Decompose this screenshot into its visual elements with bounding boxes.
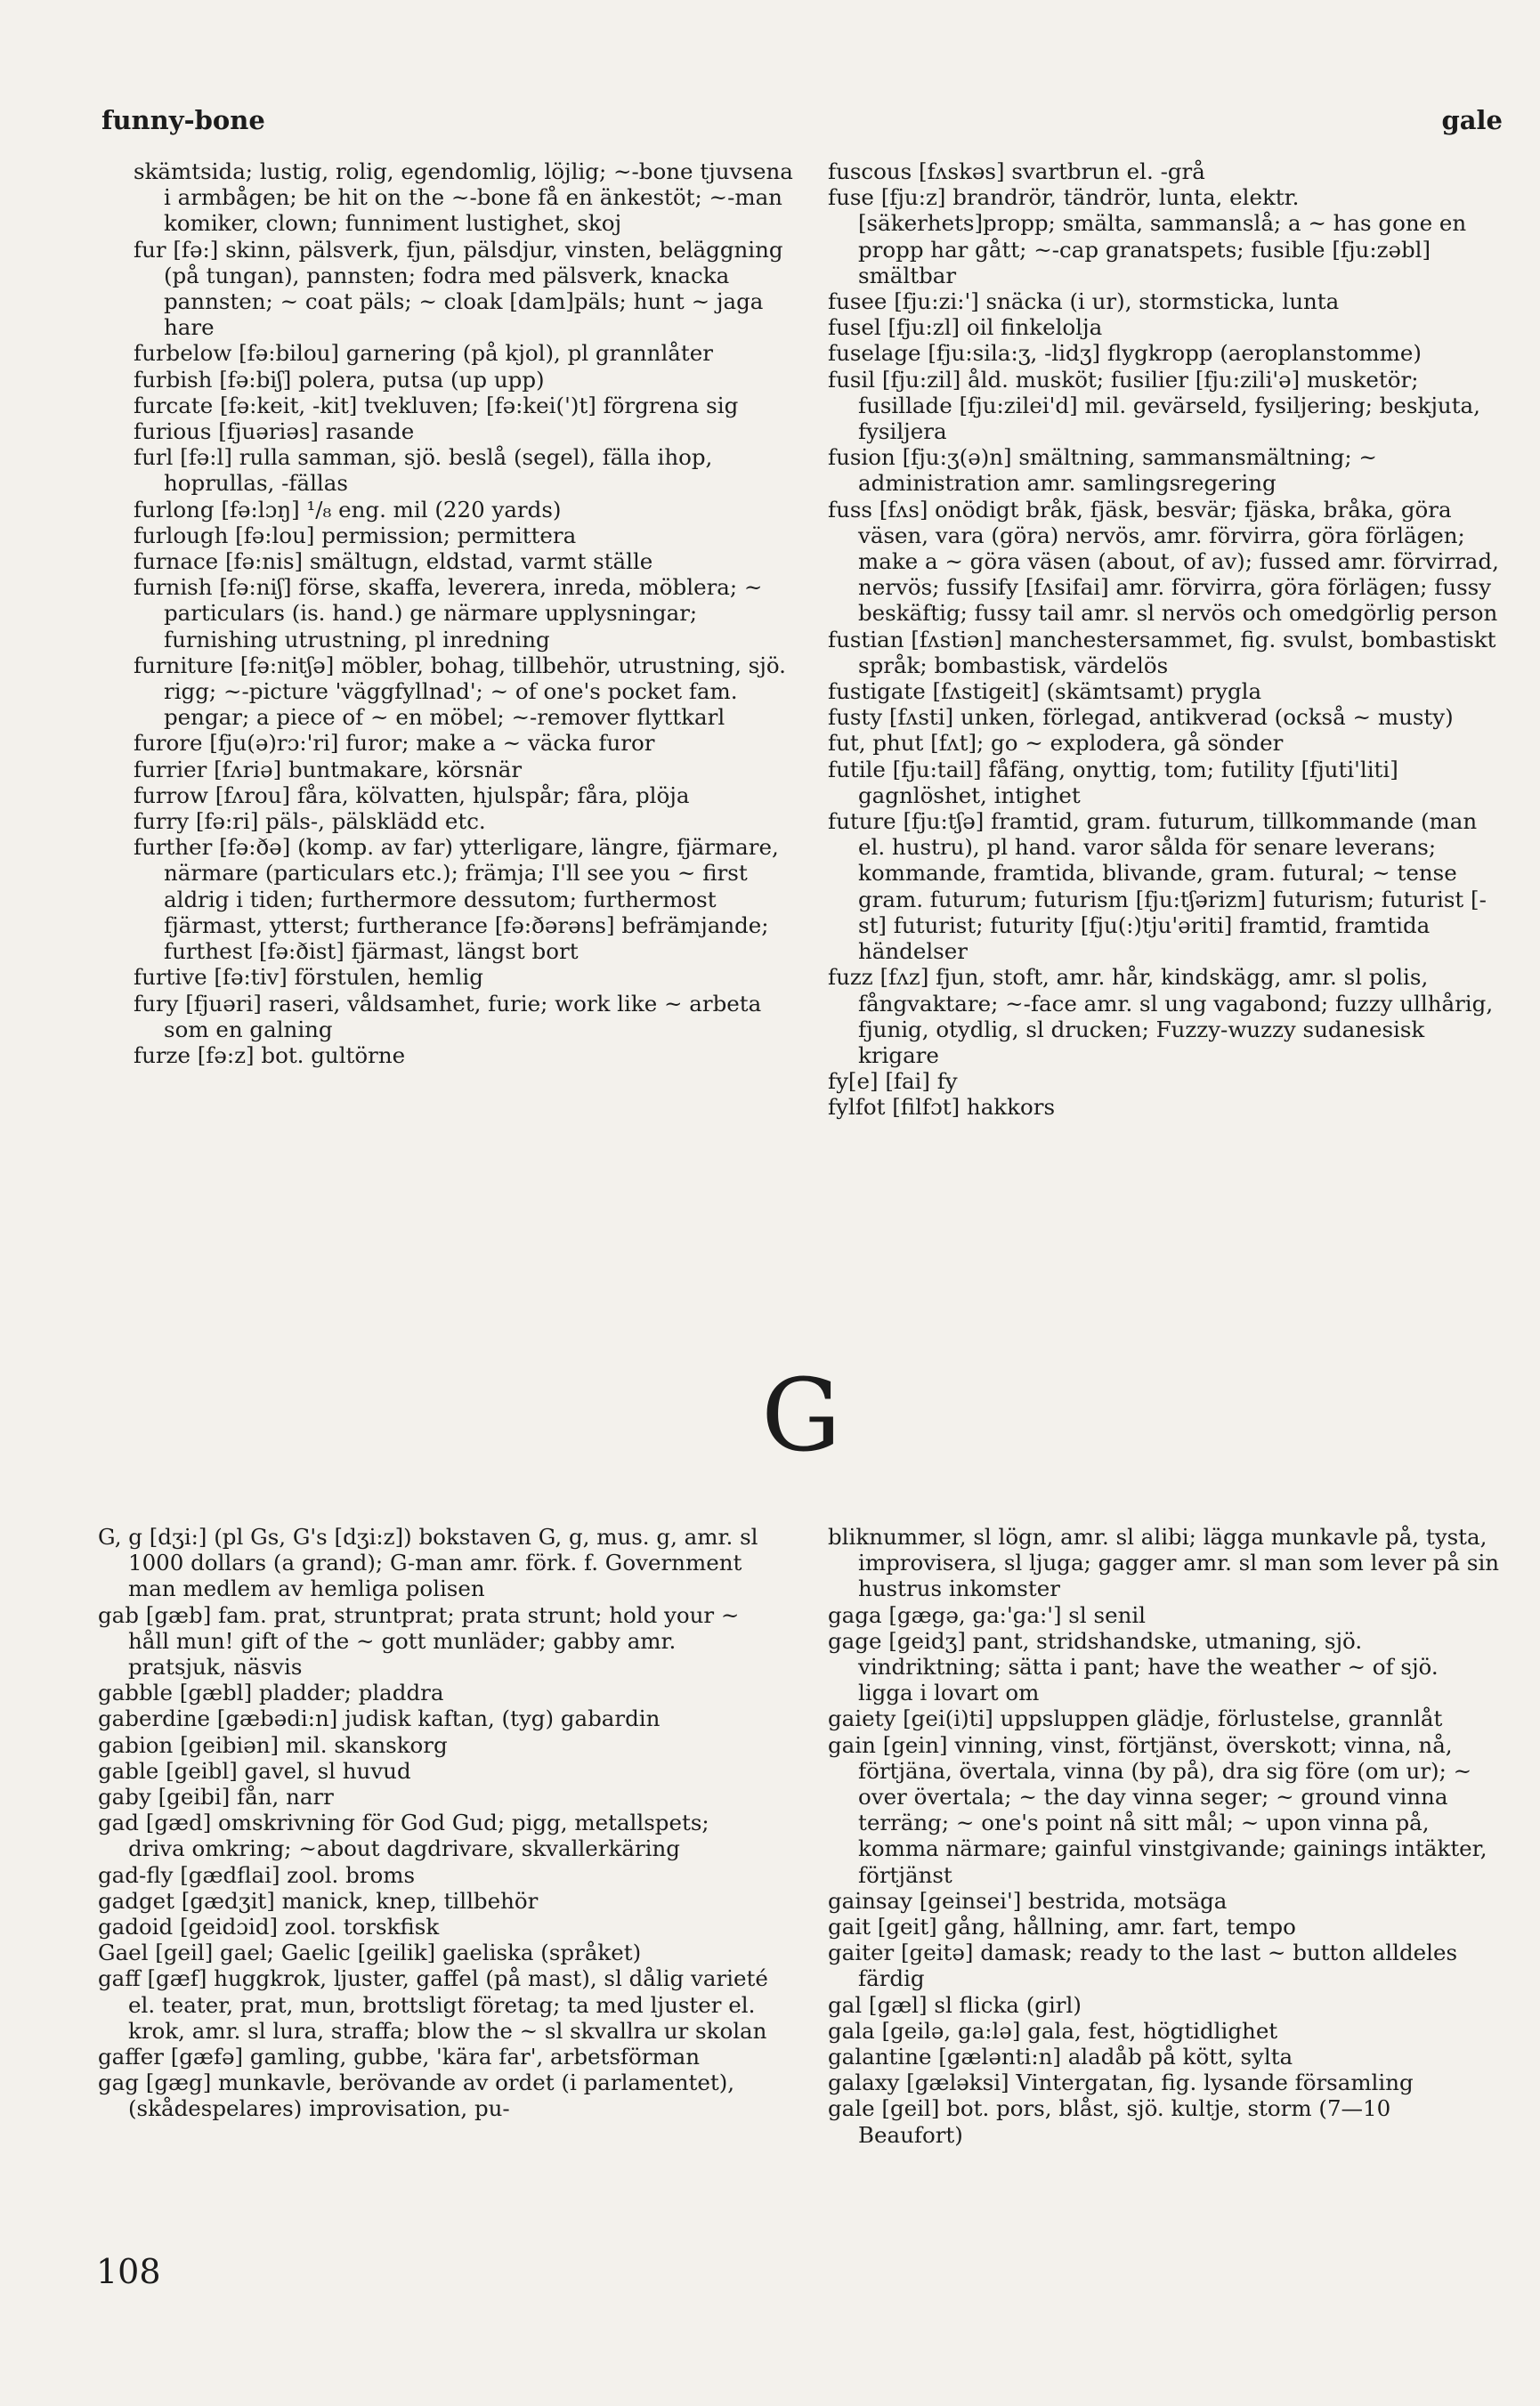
- dictionary-entry: skämtsida; lustig, rolig, egendomlig, löjlig; ~-bone tjuvsena i armbågen; be hit on the ~-bone få en änkestöt; ~-man komiker, clown; funniment lustighet, skoj: [134, 158, 793, 237]
- dictionary-entry: future [fju:tʃə] framtid, gram. futurum, tillkommande (man el. hustru), pl hand. varor sålda för senare leverans; kommande, framtida, blivande, gram. futural; ~ tense gram. futurum; futurism [fju:tʃərizm] futurism; futurist [-st] futurist; futurity [fju(:)tju'əriti] framtid, framtida händelser: [828, 808, 1487, 965]
- dictionary-entry: gala [geilə, ga:lə] gala, fest, högtidlighet: [828, 2017, 1278, 2044]
- dictionary-entry: furrier [fʌriə] buntmakare, körsnär: [134, 756, 523, 782]
- dictionary-entry: fusel [fju:zl] oil finkelolja: [828, 314, 1103, 341]
- dictionary-entry: gab [gæb] fam. prat, struntprat; prata strunt; hold your ~ håll mun! gift of the ~ gott munläder; gabby amr. pratsjuk, näsvis: [98, 1601, 740, 1681]
- dictionary-entry: futile [fju:tail] fåfäng, onyttig, tom; futility [fjuti'liti] gagnlöshet, intighet: [828, 756, 1398, 808]
- section-letter: G: [761, 1358, 841, 1474]
- dictionary-entry: fuscous [fʌskəs] svartbrun el. -grå: [828, 158, 1205, 184]
- dictionary-entry: gaiety [gei(i)ti] uppsluppen glädje, förlustelse, grannlåt: [828, 1705, 1443, 1732]
- dictionary-entry: furniture [fə:nitʃə] möbler, bohag, tillbehör, utrustning, sjö. rigg; ~-picture 'väggfyllnad'; ~ of one's pocket fam. pengar; a piece of ~ en möbel; ~-remover flyttkarl: [134, 652, 786, 731]
- dictionary-entry: fusion [fju:ʒ(ə)n] smältning, sammansmältning; ~ administration amr. samlingsregering: [828, 444, 1377, 497]
- dictionary-entry: gaiter [geitə] damask; ready to the last ~ button alldeles färdig: [828, 1940, 1458, 1992]
- dictionary-entry: fylfot [filfɔt] hakkors: [828, 1094, 1056, 1121]
- dictionary-entry: gable [geibl] gavel, sl huvud: [98, 1757, 411, 1784]
- dictionary-entry: fusil [fju:zil] åld. musköt; fusilier [fju:zili'ə] musketör; fusillade [fju:zilei'd] mil. gevärseld, fysiljering; beskjuta, fysiljera: [828, 366, 1480, 445]
- dictionary-entry: fury [fjuəri] raseri, våldsamhet, furie; work like ~ arbeta som en galning: [134, 990, 762, 1042]
- dictionary-entry: furore [fju(ə)rɔ:'ri] furor; make a ~ väcka furor: [134, 730, 655, 757]
- dictionary-entry: Gael [geil] gael; Gaelic [geilik] gaeliska (språket): [98, 1940, 642, 1966]
- dictionary-entry: further [fə:ðə] (komp. av far) ytterligare, längre, fjärmare, närmare (particulars etc.); främja; I'll see you ~ first aldrig i tiden; furthermore dessutom; furthermost fjärmast, ytterst; furtherance [fə:ðərəns] befrämjande; furthest [fə:ðist] fjärmast, längst bort: [134, 834, 779, 965]
- dictionary-entry: furlong [fə:lɔŋ] ¹/₈ eng. mil (220 yards): [134, 496, 562, 523]
- dictionary-entry: gadget [gædʒit] manick, knep, tillbehör: [98, 1887, 539, 1914]
- dictionary-entry: fuse [fju:z] brandrör, tändrör, lunta, elektr. [säkerhets]propp; smälta, sammanslå; a ~ has gone en propp har gått; ~-cap granatspets; fusible [fju:zəbl] smältbar: [828, 184, 1467, 288]
- dictionary-entry: fut, phut [fʌt]; go ~ explodera, gå sönder: [828, 730, 1284, 757]
- dictionary-entry: furze [fə:z] bot. gultörne: [134, 1041, 406, 1068]
- dictionary-entry: gad [gæd] omskrivning för God Gud; pigg, metallspets; driva omkring; ~about dagdrivare, skvallerkäring: [98, 1810, 709, 1862]
- dictionary-entry: bliknummer, sl lögn, amr. sl alibi; lägga munkavle på, tysta, improvisera, sl ljuga; gagger amr. sl man som lever på sin hustrus inkomster: [828, 1524, 1500, 1602]
- dictionary-entry: furbish [fə:biʃ] polera, putsa (up upp): [134, 366, 545, 393]
- dictionary-entry: gale [geil] bot. pors, blåst, sjö. kultje, storm (7—10 Beaufort): [828, 2095, 1391, 2148]
- dictionary-entry: fusty [fʌsti] unken, förlegad, antikverad (också ~ musty): [828, 704, 1454, 731]
- dictionary-entry: fuss [fʌs] onödigt bråk, fjäsk, besvär; fjäska, bråka, göra väsen, vara (göra) nervös, amr. förvirra, göra förlägen; make a ~ göra väsen (about, of av); fussed amr. förvirrad, nervös; fussify [fʌsifai] amr. förvirra, göra förlägen; fussy beskäftig; fussy tail amr. sl nervös och omedgörlig person: [828, 496, 1499, 627]
- column-top-left: [134, 158, 806, 1068]
- dictionary-entry: furrow [fʌrou] fåra, kölvatten, hjulspår; fåra, plöja: [134, 782, 690, 808]
- column-bottom-right: [828, 1524, 1500, 2148]
- dictionary-entry: fustigate [fʌstigeit] (skämtsamt) prygla: [828, 678, 1262, 705]
- dictionary-entry: gainsay [geinsei'] bestrida, motsäga: [828, 1887, 1228, 1914]
- page-number: 108: [96, 2252, 161, 2291]
- dictionary-entry: galantine [gælənti:n] aladåb på kött, sylta: [828, 2044, 1293, 2070]
- guide-word-right: gale: [1441, 105, 1503, 135]
- dictionary-entry: galaxy [gæləksi] Vintergatan, fig. lysande församling: [828, 2070, 1414, 2096]
- dictionary-entry: furl [fə:l] rulla samman, sjö. beslå (segel), fälla ihop, hoprullas, -fällas: [134, 444, 713, 497]
- dictionary-entry: furbelow [fə:bilou] garnering (på kjol), pl grannlåter: [134, 340, 713, 367]
- dictionary-entry: gage [geidʒ] pant, stridshandske, utmaning, sjö. vindriktning; sätta i pant; have the weather ~ of sjö. ligga i lovart om: [828, 1627, 1439, 1706]
- dictionary-entry: gad-fly [gædflai] zool. broms: [98, 1861, 416, 1888]
- dictionary-entry: G, g [dʒi:] (pl Gs, G's [dʒi:z]) bokstaven G, g, mus. g, amr. sl 1000 dollars (a grand); G-man amr. förk. f. Government man medlem av hemliga polisen: [98, 1524, 758, 1602]
- dictionary-entry: gaberdine [gæbədi:n] judisk kaftan, (tyg) gabardin: [98, 1705, 661, 1732]
- guide-word-left: funny-bone: [101, 105, 265, 135]
- dictionary-entry: furcate [fə:keit, -kit] tvekluven; [fə:kei(')t] förgrena sig: [134, 392, 739, 418]
- dictionary-entry: fur [fə:] skinn, pälsverk, fjun, pälsdjur, vinsten, beläggning (på tungan), pannsten; fodra med pälsverk, knacka pannsten; ~ coat päls; ~ cloak [dam]päls; hunt ~ jaga hare: [134, 236, 783, 341]
- dictionary-entry: furtive [fə:tiv] förstulen, hemlig: [134, 964, 483, 991]
- dictionary-entry: gaff [gæf] huggkrok, ljuster, gaffel (på mast), sl dålig varieté el. teater, prat, mun, brottsligt företag; ta med ljuster el. krok, amr. sl lura, straffa; blow the ~ sl skvallra ur skolan: [98, 1965, 768, 2044]
- column-top-right: [828, 158, 1500, 1121]
- dictionary-entry: gaga [gægə, ga:'ga:'] sl senil: [828, 1601, 1147, 1628]
- dictionary-entry: furnish [fə:niʃ] förse, skaffa, leverera, inreda, möblera; ~ particulars (is. hand.) ge närmare upplysningar; furnishing utrustning, pl inredning: [134, 574, 763, 652]
- dictionary-entry: furnace [fə:nis] smältugn, eldstad, varmt ställe: [134, 548, 653, 575]
- dictionary-entry: gag [gæg] munkavle, berövande av ordet (i parlamentet), (skådespelares) improvisation, pu-: [98, 2070, 735, 2122]
- column-bottom-left: [98, 1524, 770, 2122]
- dictionary-entry: gadoid [geidɔid] zool. torskfisk: [98, 1914, 440, 1940]
- dictionary-entry: fy[e] [fai] fy: [828, 1068, 958, 1095]
- dictionary-entry: fuselage [fju:sila:ʒ, -lidʒ] flygkropp (aeroplanstomme): [828, 340, 1422, 367]
- dictionary-entry: furry [fə:ri] päls-, pälsklädd etc.: [134, 808, 486, 835]
- dictionary-entry: gabble [gæbl] pladder; pladdra: [98, 1680, 444, 1706]
- dictionary-entry: gait [geit] gång, hållning, amr. fart, tempo: [828, 1914, 1296, 1940]
- dictionary-entry: fustian [fʌstiən] manchestersammet, fig. svulst, bombastiskt språk; bombastisk, värdelös: [828, 626, 1496, 678]
- dictionary-entry: fuzz [fʌz] fjun, stoft, amr. hår, kindskägg, amr. sl polis, fångvaktare; ~-face amr. sl ung vagabond; fuzzy ullhårig, fjunig, otydlig, sl drucken; Fuzzy-wuzzy sudanesisk krigare: [828, 964, 1494, 1068]
- dictionary-entry: gaby [geibi] fån, narr: [98, 1784, 334, 1811]
- dictionary-entry: gain [gein] vinning, vinst, förtjänst, överskott; vinna, nå, förtjäna, övertala, vinna (by på), dra sig före (om ur); ~ over övertala; ~ the day vinna seger; ~ ground vinna terräng; ~ one's point nå sitt mål; ~ upon vinna på, komma närmare; gainful vinstgivande; gainings intäkter, förtjänst: [828, 1731, 1487, 1888]
- dictionary-entry: gal [gæl] sl flicka (girl): [828, 1991, 1082, 2018]
- dictionary-entry: gaffer [gæfə] gamling, gubbe, 'kära far', arbetsförman: [98, 2044, 701, 2070]
- dictionary-entry: furious [fjuəriəs] rasande: [134, 418, 415, 445]
- dictionary-entry: gabion [geibiən] mil. skanskorg: [98, 1731, 448, 1758]
- dictionary-entry: furlough [fə:lou] permission; permittera: [134, 522, 577, 548]
- dictionary-entry: fusee [fju:zi:'] snäcka (i ur), stormsticka, lunta: [828, 288, 1340, 315]
